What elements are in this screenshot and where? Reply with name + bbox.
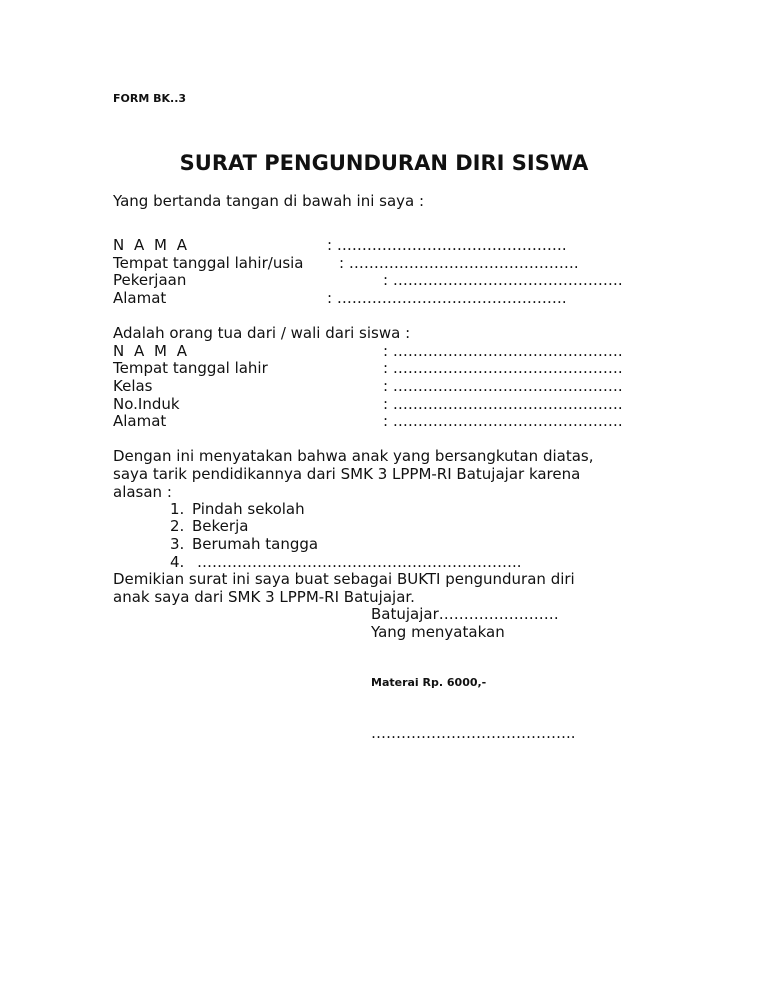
reason-2-text: Bekerja	[192, 517, 249, 535]
student-id-value: : ……………………………………….	[383, 395, 623, 413]
statement-line-2: saya tarik pendidikannya dari SMK 3 LPPM-RI Batujajar karena	[113, 465, 581, 483]
student-name-label: N A M A	[113, 342, 190, 360]
parent-name-label: N A M A	[113, 236, 190, 254]
signature-place: Batujajar……………………	[371, 605, 559, 623]
signature-line: …………………………………..	[371, 724, 576, 742]
page-title: SURAT PENGUNDURAN DIRI SISWA	[179, 151, 589, 175]
student-birth-label: Tempat tanggal lahir	[113, 359, 268, 377]
reason-4-number: 4.	[170, 553, 185, 571]
reason-1-text: Pindah sekolah	[192, 500, 305, 518]
student-birth-value: : ……………………………………….	[383, 359, 623, 377]
signature-declarer: Yang menyatakan	[371, 623, 505, 641]
student-class-label: Kelas	[113, 377, 153, 395]
student-id-label: No.Induk	[113, 395, 180, 413]
parent-address-label: Alamat	[113, 289, 167, 307]
reason-3-text: Berumah tangga	[192, 535, 319, 553]
student-class-value: : ……………………………………….	[383, 377, 623, 395]
parent-address-value: : ……………………………………….	[327, 289, 567, 307]
student-address-label: Alamat	[113, 412, 167, 430]
reason-4-text: ………………………………………………………..	[197, 553, 522, 571]
statement-line-3: alasan :	[113, 483, 172, 501]
parent-birth-value: : ……………………………………….	[339, 254, 579, 272]
stamp-duty-note: Materai Rp. 6000,-	[371, 676, 487, 689]
student-address-value: : ……………………………………….	[383, 412, 623, 430]
parent-birth-label: Tempat tanggal lahir/usia	[113, 254, 304, 272]
parent-job-value: : ……………………………………….	[383, 271, 623, 289]
closing-line-1: Demikian surat ini saya buat sebagai BUKTI pengunduran diri	[113, 570, 575, 588]
reason-2-number: 2.	[170, 517, 185, 535]
intro-text: Yang bertanda tangan di bawah ini saya :	[113, 192, 425, 210]
form-code: FORM BK..3	[113, 92, 187, 105]
closing-line-2: anak saya dari SMK 3 LPPM-RI Batujajar.	[113, 588, 415, 606]
reason-1-number: 1.	[170, 500, 185, 518]
reason-3-number: 3.	[170, 535, 185, 553]
statement-line-1: Dengan ini menyatakan bahwa anak yang bersangkutan diatas,	[113, 447, 594, 465]
parent-name-value: : ……………………………………….	[327, 236, 567, 254]
parent-job-label: Pekerjaan	[113, 271, 187, 289]
student-intro: Adalah orang tua dari / wali dari siswa :	[113, 324, 411, 342]
student-name-value: : ……………………………………….	[383, 342, 623, 360]
